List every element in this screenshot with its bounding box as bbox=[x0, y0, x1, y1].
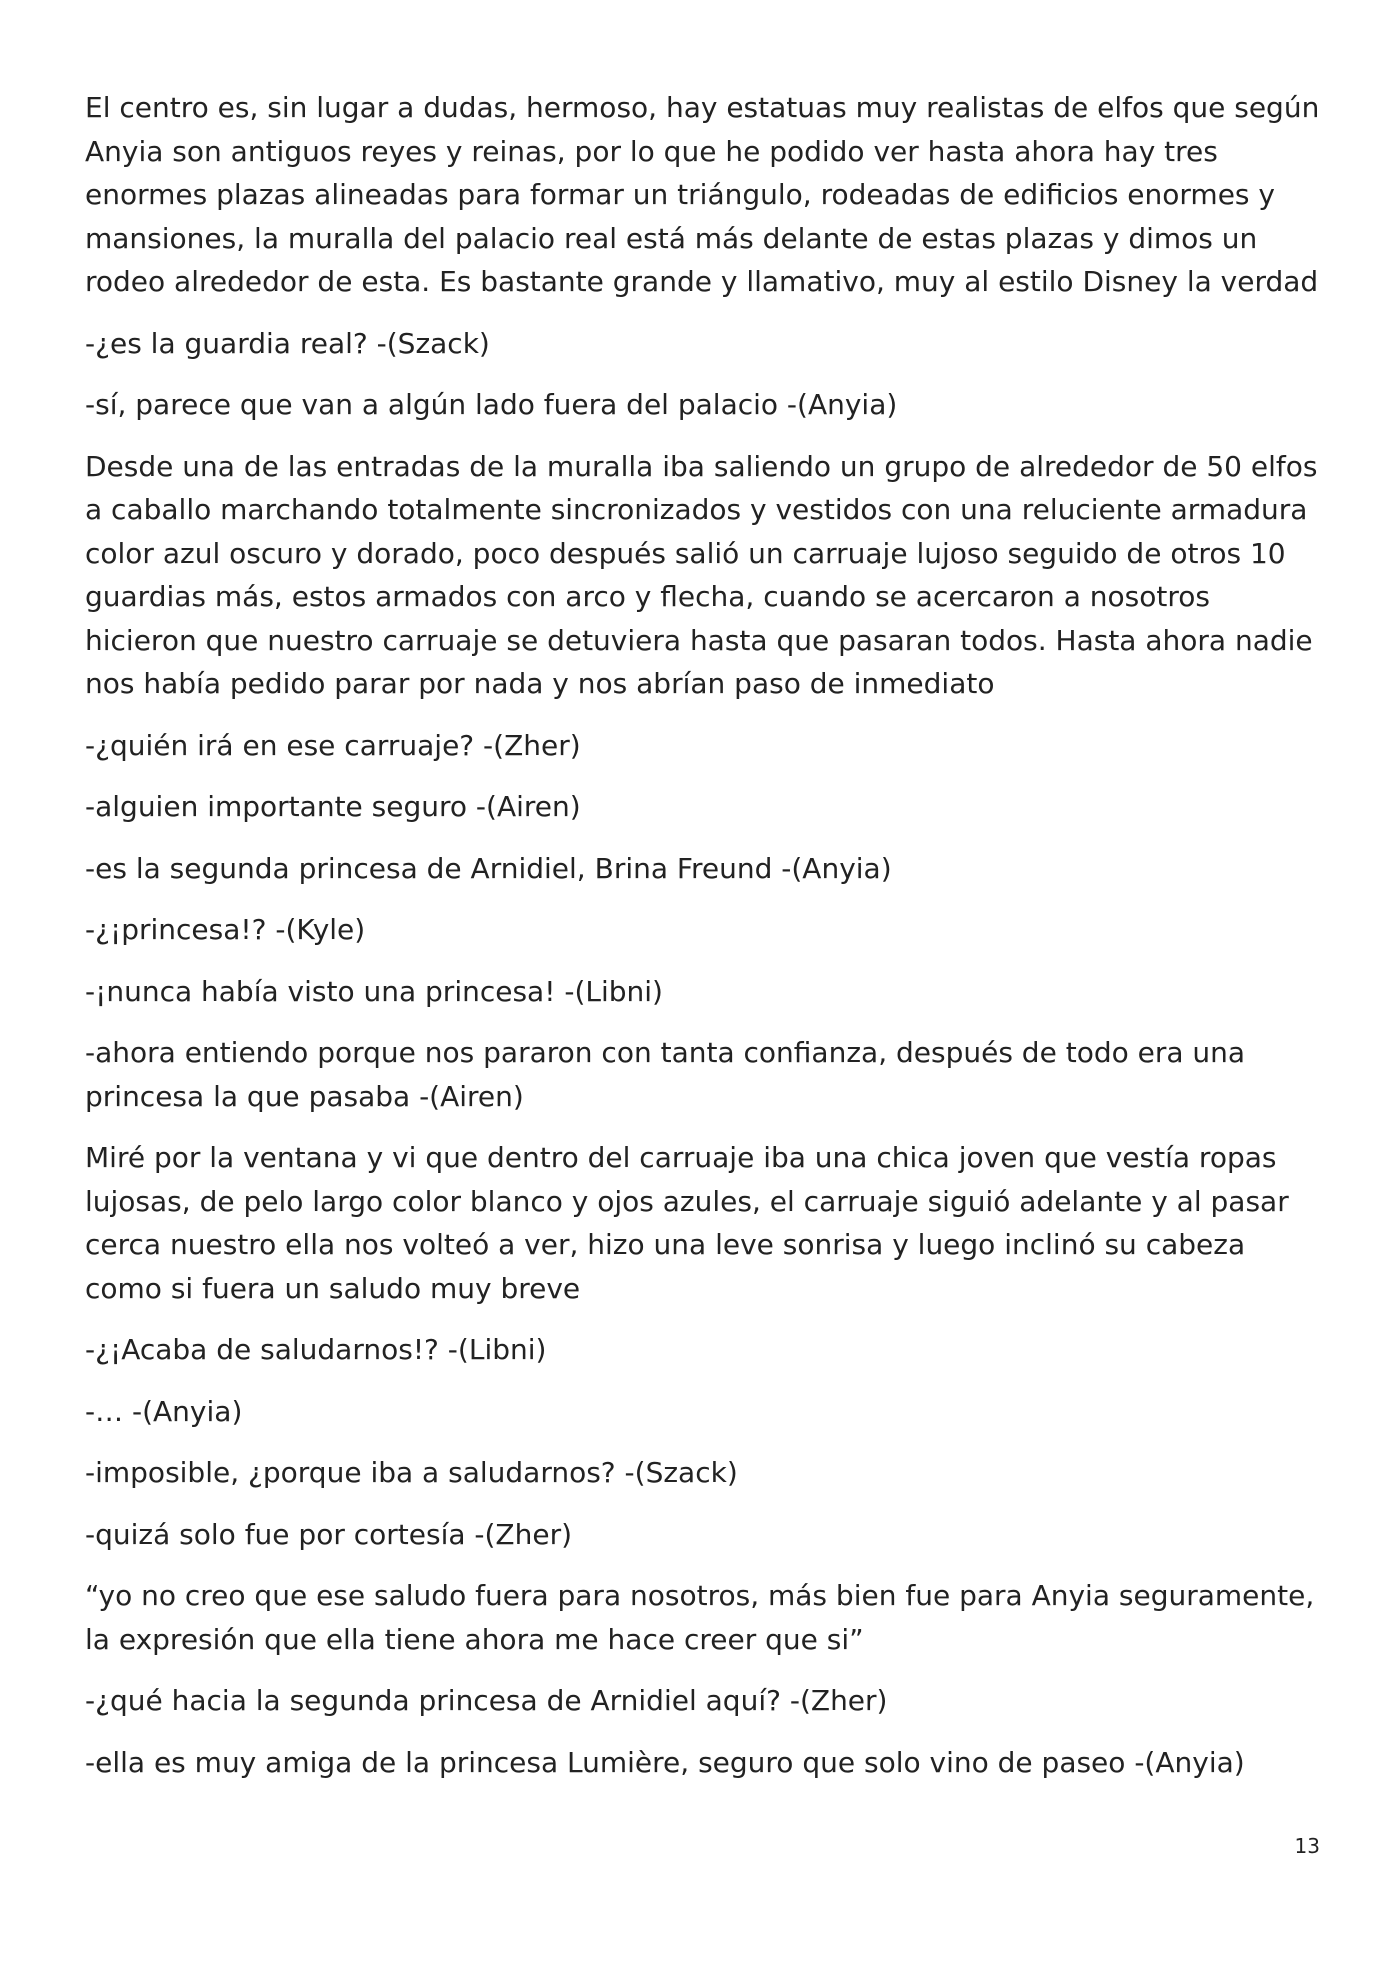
paragraph-dialogue: -¿¡Acaba de saludarnos!? -(Libni) bbox=[85, 1333, 547, 1366]
paragraph-dialogue: -¿¡princesa!? -(Kyle) bbox=[85, 913, 366, 946]
paragraph-dialogue: -alguien importante seguro -(Airen) bbox=[85, 790, 581, 823]
paragraph-dialogue: -imposible, ¿porque iba a saludarnos? -(Szack) bbox=[85, 1456, 738, 1489]
paragraph-inner-thought: “yo no creo que ese saludo fuera para nosotros, más bien fue para Anyia seguramente, la expresión que ella tiene ahora me hace creer que si” bbox=[85, 1579, 1315, 1656]
paragraph-narration: Miré por la ventana y vi que dentro del carruaje iba una chica joven que vestía ropas lujosas, de pelo largo color blanco y ojos azules, el carruaje siguió adelante y al pasar cerca nuestro ella nos volteó a ver, hizo una leve sonrisa y luego inclinó su cabeza como si fuera un saludo muy breve bbox=[85, 1141, 1289, 1305]
paragraph-dialogue: -quizá solo fue por cortesía -(Zher) bbox=[85, 1517, 573, 1551]
paragraph-dialogue: -¿es la guardia real? -(Szack) bbox=[85, 326, 490, 360]
paragraph-dialogue: -sí, parece que van a algún lado fuera del palacio -(Anyia) bbox=[85, 388, 898, 421]
page-number: 13 bbox=[1294, 1834, 1320, 1858]
paragraph-narration: Desde una de las entradas de la muralla iba saliendo un grupo de alrededor de 50 elfos a caballo marchando totalmente sincronizados y vestidos con una reluciente armadura color azul oscuro y dorado, poco después salió un carruaje lujoso seguido de otros 10 guardias más, estos armados con arco y flecha, cuando se acercaron a nosotros hicieron que nuestro carruaje se detuviera hasta que pasaran todos. Hasta ahora nadie nos había pedido parar por nada y nos abrían paso de inmediato bbox=[85, 449, 1318, 700]
page-body bbox=[85, 86, 1325, 1802]
paragraph-dialogue: -es la segunda princesa de Arnidiel, Brina Freund -(Anyia) bbox=[85, 851, 892, 885]
paragraph-dialogue: -¡nunca había visto una princesa! -(Libni) bbox=[85, 974, 663, 1008]
paragraph-dialogue: -ella es muy amiga de la princesa Lumière, seguro que solo vino de paseo -(Anyia) bbox=[85, 1745, 1245, 1779]
paragraph-dialogue: -¿quién irá en ese carruaje? -(Zher) bbox=[85, 728, 581, 762]
paragraph-dialogue: -¿qué hacia la segunda princesa de Arnidiel aquí? -(Zher) bbox=[85, 1684, 888, 1717]
paragraph-dialogue: -ahora entiendo porque nos pararon con tanta confianza, después de todo era una princesa la que pasaba -(Airen) bbox=[85, 1036, 1246, 1113]
paragraph-dialogue: -… -(Anyia) bbox=[85, 1394, 243, 1428]
paragraph-narration: El centro es, sin lugar a dudas, hermoso, hay estatuas muy realistas de elfos que según Anyia son antiguos reyes y reinas, por lo que he podido ver hasta ahora hay tres enormes plazas alineadas para formar un triángulo, rodeadas de edificios enormes y mansiones, la muralla del palacio real está más delante de estas plazas y dimos un rodeo alrededor de esta. Es bastante grande y llamativo, muy al estilo Disney la verdad bbox=[85, 91, 1320, 298]
